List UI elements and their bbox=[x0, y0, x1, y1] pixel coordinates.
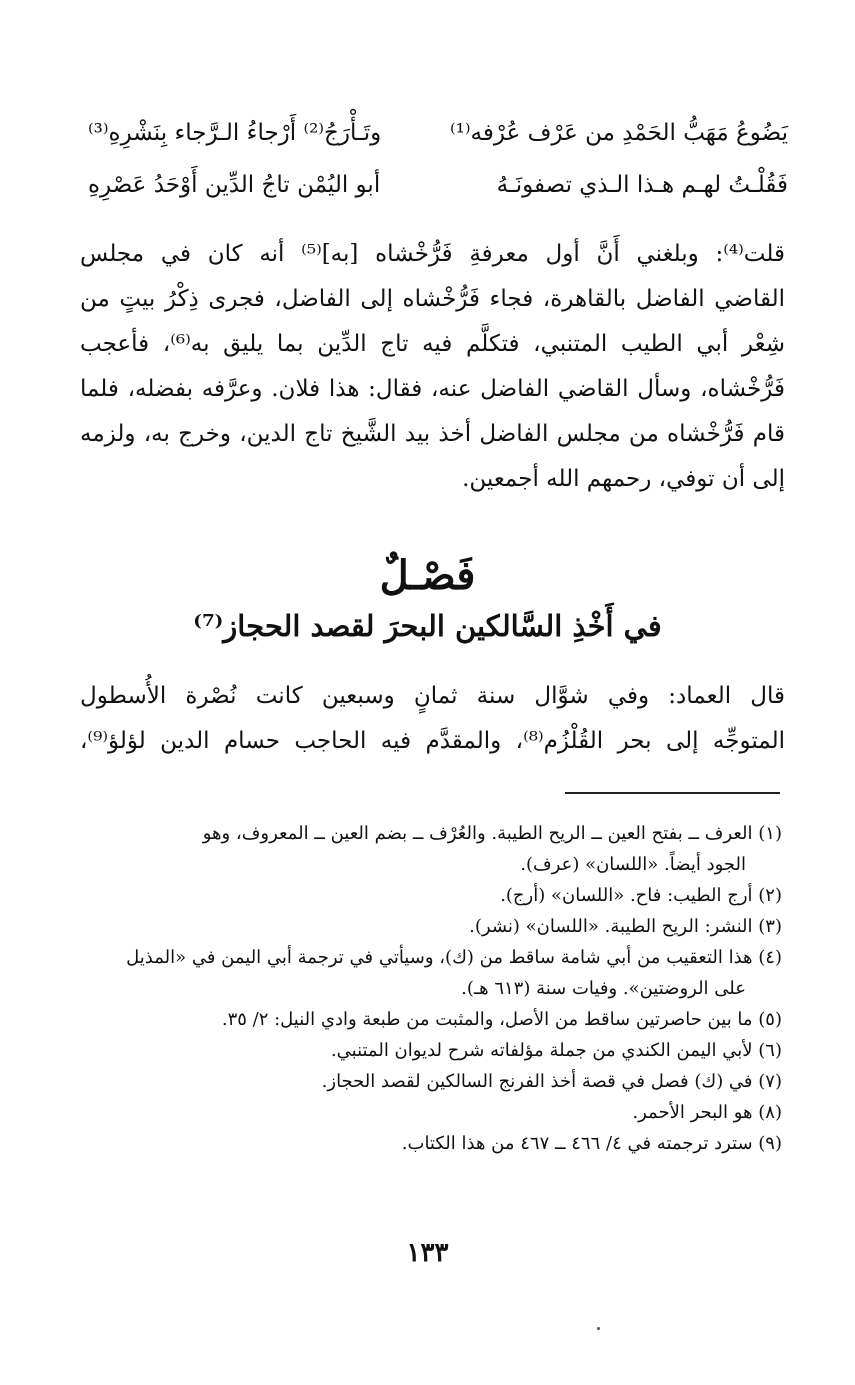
verse-second-hemistich: وتَـأْرَجُ⁽²⁾ أَرْجاءُ الـرَّجاء بِنَشْرِهِ⁽³⁾ bbox=[88, 120, 382, 146]
body-paragraph bbox=[80, 232, 785, 502]
verse-first-hemistich: فَقُلْـتُ لهـم هـذا الـذي تصفونَـهُ bbox=[496, 172, 788, 198]
footnote: (٨) هو البحر الأحمر. bbox=[632, 1102, 782, 1123]
paragraph-line: القاضي الفاضل بالقاهرة، فجاء فَرُّخْشاه إلى الفاضل، فجرى ذِكْرُ بيتٍ من bbox=[80, 286, 785, 312]
footnote bbox=[78, 818, 782, 880]
paragraph-line: فَرُّخْشاه، وسأل القاضي الفاضل عنه، فقال: هذا فلان. وعرَّفه بفضله، فلما bbox=[80, 376, 785, 402]
section-heading: فَصْـلٌ bbox=[379, 552, 476, 599]
section-subheading: في أَخْذِ السَّالكين البحرَ لقصد الحجاز⁽⁷⁾ bbox=[193, 609, 662, 643]
footnote: (٣) النشر: الريح الطيبة. «اللسان» (نشر). bbox=[469, 916, 782, 937]
footnote: (٦) لأبي اليمن الكندي من جملة مؤلفاته شرح لديوان المتنبي. bbox=[330, 1040, 782, 1061]
footnote: (٢) أرج الطيب: فاح. «اللسان» (أرج). bbox=[500, 885, 782, 906]
footnote-separator bbox=[565, 792, 780, 794]
poem-verse bbox=[88, 118, 788, 148]
footnote-continuation: على الروضتين». وفيات سنة (٦١٣ هـ). bbox=[461, 978, 746, 999]
poem-verse bbox=[88, 170, 788, 200]
paragraph-line: المتوجِّه إلى بحر القُلْزُم⁽⁸⁾، والمقدَّم فيه الحاجب حسام الدين لؤلؤ⁽⁹⁾، bbox=[80, 728, 785, 754]
paragraph-line: قلت⁽⁴⁾: وبلغني أَنَّ أول معرفةِ فَرُّخْشاه [به]⁽⁵⁾ أنه كان في مجلس bbox=[80, 241, 785, 267]
page-number: ١٣٣ bbox=[406, 1238, 449, 1268]
verse-first-hemistich: يَضُوعُ مَهَبُّ الحَمْدِ من عَرْف عُرْفه⁽¹⁾ bbox=[450, 120, 788, 146]
paragraph-line: قام فَرُّخْشاه من مجلس الفاضل أخذ بيد الشَّيخ تاج الدين، وخرج به، ولزمه bbox=[80, 421, 785, 447]
scan-speck bbox=[597, 1327, 600, 1330]
paragraph-line: قال العماد: وفي شوَّال سنة ثمانٍ وسبعين كانت نُصْرة الأُسطول bbox=[80, 683, 785, 709]
paragraph-line: إلى أن توفي، رحمهم الله أجمعين. bbox=[462, 466, 785, 492]
footnote bbox=[78, 942, 782, 1004]
footnote: (٩) سترد ترجمته في ٤/ ٤٦٦ ــ ٤٦٧ من هذا الكتاب. bbox=[401, 1133, 782, 1154]
footnote-text: (١) العرف ــ بفتح العين ــ الريح الطيبة. والعُرْف ــ بضم العين ــ المعروف، وهو bbox=[202, 823, 782, 844]
body-paragraph bbox=[80, 674, 785, 764]
footnote-continuation: الجود أيضاً. «اللسان» (عرف). bbox=[520, 854, 746, 875]
footnote: (٥) ما بين حاصرتين ساقط من الأصل، والمثبت من طبعة وادي النيل: ٢/ ٣٥. bbox=[221, 1009, 782, 1030]
verse-second-hemistich: أبو اليُمْن تاجُ الدِّين أَوْحَدُ عَصْرِهِ bbox=[88, 172, 381, 198]
paragraph-line: شِعْر أبي الطيب المتنبي، فتكلَّم فيه تاج الدِّين بما يليق به⁽⁶⁾، فأعجب bbox=[80, 331, 785, 357]
footnotes bbox=[78, 818, 782, 1159]
footnote: (٧) في (ك) فصل في قصة أخذ الفرنج السالكين لقصد الحجاز. bbox=[321, 1071, 782, 1092]
footnote-text: (٤) هذا التعقيب من أبي شامة ساقط من (ك)، وسيأتي في ترجمة أبي اليمن في «المذيل bbox=[126, 947, 782, 968]
